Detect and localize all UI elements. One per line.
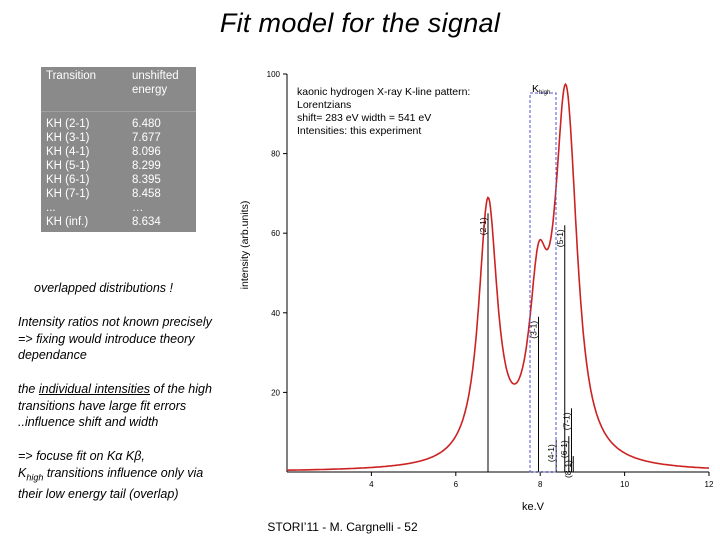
energy-cell: 8.395 <box>132 174 161 186</box>
fit-errors-line: ..influence shift and width <box>18 415 159 429</box>
focus-rest: transitions influence only via <box>43 465 204 480</box>
y-tick-label: 80 <box>271 149 280 159</box>
focus-k: K <box>18 465 27 480</box>
stem-label: (7-1) <box>561 412 572 431</box>
y-tick-label: 20 <box>271 388 280 398</box>
energy-cell: 8.096 <box>132 146 161 158</box>
transition-cell: KH (5-1) <box>46 160 90 172</box>
transition-cell: KH (2-1) <box>46 118 90 130</box>
header-energy: unshifted energy <box>127 67 196 112</box>
transition-cell: KH (4-1) <box>46 146 90 158</box>
x-axis-label: ke.V <box>521 501 545 513</box>
slide-footer: STORI’11 - M. Cargnelli - 52 <box>267 520 418 534</box>
fit-curve <box>287 84 709 470</box>
x-tick-label: 8 <box>537 480 543 489</box>
legend-line: kaonic hydrogen X-ray K-line pattern: <box>297 86 471 98</box>
ratios-line: Intensity ratios not known precisely <box>18 315 212 329</box>
focus-k-sub: high <box>26 472 44 482</box>
y-tick-label: 60 <box>271 229 280 239</box>
overlap-note: overlapped distributions ! <box>34 281 173 295</box>
y-axis-label: intensity (arb.units) <box>239 200 251 290</box>
x-tick-label: 10 <box>620 480 630 489</box>
stem-label: (4-1) <box>546 444 557 463</box>
khigh-label: Khigh <box>532 83 551 96</box>
energy-cell: 8.299 <box>132 160 161 172</box>
slide-title: Fit model for the signal <box>219 8 501 38</box>
transition-cell: KH (3-1) <box>46 132 90 144</box>
focus-line: their low energy tail (overlap) <box>18 486 179 501</box>
transition-cell: KH (6-1) <box>46 174 90 186</box>
legend-line: shift= 283 eV width = 541 eV <box>297 112 432 124</box>
transition-cell: KH (7-1) <box>46 188 90 200</box>
stem-label: (5-1) <box>554 229 565 248</box>
x-tick-label: 4 <box>369 480 374 489</box>
header-transition: Transition <box>41 67 127 112</box>
y-tick-label: 100 <box>266 70 280 79</box>
stem-label: (6-1) <box>558 440 569 459</box>
energy-cell: 8.458 <box>132 188 161 200</box>
transition-stems <box>488 213 573 472</box>
energy-cell: 6.480 <box>132 118 161 130</box>
fit-rest: of the high <box>150 382 212 396</box>
energy-cell: 7.677 <box>132 132 161 144</box>
legend-line: Intensities: this experiment <box>297 125 422 137</box>
ratios-line: dependance <box>18 348 87 362</box>
ratios-line: => fixing would introduce theory <box>18 331 195 346</box>
stem-label: (8-1) <box>563 460 574 479</box>
stem-label: (2-1) <box>477 217 488 236</box>
energy-cell: 8.634 <box>132 216 161 228</box>
energy-cell: … <box>132 202 144 214</box>
stem-label: (3-1) <box>528 320 539 339</box>
x-tick-label: 6 <box>453 480 459 489</box>
y-tick-label: 40 <box>271 308 280 318</box>
transition-cell: ... <box>46 202 56 214</box>
x-tick-label: 12 <box>704 480 714 489</box>
fit-underlined: individual intensities <box>38 382 151 396</box>
legend-line: Lorentzians <box>297 99 352 111</box>
transition-cell: KH (inf.) <box>46 216 89 228</box>
focus-line: => focuse fit on Kα Kβ, <box>18 449 145 463</box>
fit-prefix: the <box>18 382 39 396</box>
fit-errors-line: transitions have large fit errors <box>18 398 187 413</box>
